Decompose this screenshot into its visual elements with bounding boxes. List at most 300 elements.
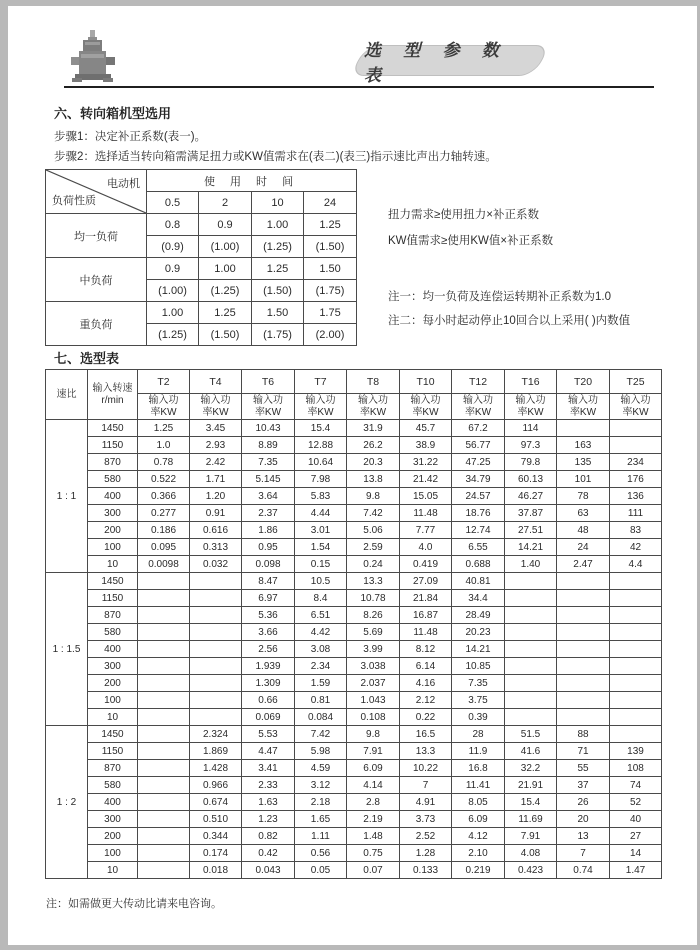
power-value: 67.2 — [452, 420, 505, 437]
power-value: 6.09 — [452, 811, 505, 828]
rpm-value: 870 — [88, 454, 138, 471]
power-value — [138, 658, 190, 675]
power-value: 9.8 — [347, 726, 400, 743]
ratio-label: 1 : 2 — [46, 726, 88, 879]
gearbox-logo-icon — [70, 30, 116, 84]
selection-table — [45, 369, 662, 879]
power-value — [610, 624, 662, 641]
rpm-value: 1450 — [88, 573, 138, 590]
power-value — [505, 573, 557, 590]
power-value: 1.28 — [400, 845, 452, 862]
power-value: 7.77 — [400, 522, 452, 539]
power-value: 0.07 — [347, 862, 400, 879]
power-value: 48 — [557, 522, 610, 539]
power-value — [138, 760, 190, 777]
table-row — [46, 556, 662, 573]
power-value: 1.40 — [505, 556, 557, 573]
input-power-header — [505, 394, 557, 420]
input-power-header — [452, 394, 505, 420]
table-row — [46, 760, 662, 777]
power-value: 52 — [610, 794, 662, 811]
power-value: 4.08 — [505, 845, 557, 862]
factor-value-parenthesized: (1.00) — [199, 236, 252, 258]
factor-value: 1.25 — [252, 258, 304, 280]
power-value: 1.043 — [347, 692, 400, 709]
power-value: 0.0098 — [138, 556, 190, 573]
power-value — [505, 590, 557, 607]
power-value: 2.037 — [347, 675, 400, 692]
input-power-label: 输入功率KW — [253, 394, 283, 418]
power-value: 20.3 — [347, 454, 400, 471]
power-value: 1.309 — [242, 675, 295, 692]
section7-heading: 七、选型表 — [54, 351, 120, 366]
power-value — [610, 709, 662, 726]
power-value — [610, 726, 662, 743]
power-value: 2.12 — [400, 692, 452, 709]
power-value: 2.47 — [557, 556, 610, 573]
power-value: 1.869 — [190, 743, 242, 760]
input-power-label: 输入功率KW — [568, 394, 598, 418]
table-row — [46, 726, 662, 743]
factor-value-parenthesized: (1.50) — [252, 280, 304, 302]
power-value: 3.41 — [242, 760, 295, 777]
power-value: 8.12 — [400, 641, 452, 658]
power-value — [138, 811, 190, 828]
model-header: T2 — [138, 370, 190, 394]
power-value: 11.9 — [452, 743, 505, 760]
power-value: 0.95 — [242, 539, 295, 556]
power-value — [190, 675, 242, 692]
power-value: 78 — [557, 488, 610, 505]
power-value: 40.81 — [452, 573, 505, 590]
power-value: 16.5 — [400, 726, 452, 743]
header-divider — [64, 86, 654, 88]
table-row — [46, 692, 662, 709]
power-value: 20.23 — [452, 624, 505, 641]
power-value: 0.018 — [190, 862, 242, 879]
power-value: 0.344 — [190, 828, 242, 845]
power-value: 0.82 — [242, 828, 295, 845]
power-value: 14.21 — [452, 641, 505, 658]
rpm-value: 1450 — [88, 726, 138, 743]
rpm-value: 400 — [88, 794, 138, 811]
model-header: T25 — [610, 370, 662, 394]
power-value: 108 — [610, 760, 662, 777]
rpm-value: 1150 — [88, 743, 138, 760]
power-value: 0.108 — [347, 709, 400, 726]
power-value — [138, 726, 190, 743]
ratio-label: 1 : 1 — [46, 420, 88, 573]
power-value: 46.27 — [505, 488, 557, 505]
power-value: 2.324 — [190, 726, 242, 743]
power-value — [505, 624, 557, 641]
table-row — [46, 794, 662, 811]
kw-formula: KW值需求≥使用KW值×补正系数 — [388, 235, 554, 247]
power-value: 0.15 — [295, 556, 347, 573]
power-value: 4.12 — [452, 828, 505, 845]
power-value: 47.25 — [452, 454, 505, 471]
power-value — [557, 675, 610, 692]
model-header: T12 — [452, 370, 505, 394]
power-value: 0.366 — [138, 488, 190, 505]
rpm-column-header — [88, 370, 138, 420]
power-value: 31.22 — [400, 454, 452, 471]
power-value: 42 — [610, 539, 662, 556]
rpm-value: 300 — [88, 658, 138, 675]
table-row — [46, 828, 662, 845]
power-value — [557, 641, 610, 658]
power-value: 13.8 — [347, 471, 400, 488]
rpm-value: 400 — [88, 488, 138, 505]
power-value: 7 — [400, 777, 452, 794]
power-value: 24 — [557, 539, 610, 556]
correction-factor-table — [45, 169, 357, 346]
table-row — [46, 302, 357, 324]
power-value — [138, 590, 190, 607]
power-value — [505, 641, 557, 658]
power-value: 0.419 — [400, 556, 452, 573]
power-value: 14 — [610, 845, 662, 862]
power-value: 15.4 — [295, 420, 347, 437]
power-value: 15.05 — [400, 488, 452, 505]
factor-value: 1.00 — [252, 214, 304, 236]
model-header: T4 — [190, 370, 242, 394]
power-value: 8.47 — [242, 573, 295, 590]
power-value: 56.77 — [452, 437, 505, 454]
power-value: 1.939 — [242, 658, 295, 675]
power-value: 1.47 — [610, 862, 662, 879]
page-title: 选 型 参 数 表 — [364, 40, 508, 85]
power-value: 79.8 — [505, 454, 557, 471]
table-row — [46, 258, 357, 280]
power-value: 45.7 — [400, 420, 452, 437]
power-value: 7.35 — [452, 675, 505, 692]
power-value: 5.36 — [242, 607, 295, 624]
power-value — [190, 607, 242, 624]
power-value: 0.174 — [190, 845, 242, 862]
power-value: 3.99 — [347, 641, 400, 658]
power-value: 16.87 — [400, 607, 452, 624]
input-power-header — [400, 394, 452, 420]
power-value — [138, 828, 190, 845]
rpm-value: 400 — [88, 641, 138, 658]
power-value — [610, 590, 662, 607]
power-value — [190, 692, 242, 709]
power-value — [610, 658, 662, 675]
table-row — [46, 437, 662, 454]
power-value: 0.75 — [347, 845, 400, 862]
power-value: 41.6 — [505, 743, 557, 760]
input-power-label: 输入功率KW — [515, 394, 546, 418]
factor-value-parenthesized: (1.00) — [147, 280, 199, 302]
power-value: 12.74 — [452, 522, 505, 539]
power-value — [190, 641, 242, 658]
power-value — [505, 658, 557, 675]
power-value: 21.84 — [400, 590, 452, 607]
power-value: 10.43 — [242, 420, 295, 437]
model-header: T8 — [347, 370, 400, 394]
power-value: 0.688 — [452, 556, 505, 573]
power-value: 5.145 — [242, 471, 295, 488]
power-value: 5.98 — [295, 743, 347, 760]
model-header: T6 — [242, 370, 295, 394]
power-value: 1.48 — [347, 828, 400, 845]
corner-label-load: 负荷性质 — [52, 195, 96, 207]
table-row — [46, 488, 662, 505]
power-value: 6.09 — [347, 760, 400, 777]
input-power-header — [190, 394, 242, 420]
power-value — [557, 420, 610, 437]
power-value: 10.64 — [295, 454, 347, 471]
rpm-value: 100 — [88, 539, 138, 556]
power-value — [138, 743, 190, 760]
power-value: 5.53 — [242, 726, 295, 743]
factor-value-parenthesized: (1.75) — [252, 324, 304, 346]
input-power-label: 输入功率KW — [410, 394, 441, 418]
input-power-header — [242, 394, 295, 420]
table-row — [46, 641, 662, 658]
power-value: 28 — [452, 726, 505, 743]
power-value — [138, 573, 190, 590]
power-value: 3.64 — [242, 488, 295, 505]
power-value — [138, 607, 190, 624]
power-value: 111 — [610, 505, 662, 522]
power-value — [610, 675, 662, 692]
power-value: 38.9 — [400, 437, 452, 454]
power-value: 1.59 — [295, 675, 347, 692]
power-value: 3.038 — [347, 658, 400, 675]
power-value: 3.12 — [295, 777, 347, 794]
ratio-column-header: 速比 — [46, 370, 88, 420]
power-value: 0.39 — [452, 709, 505, 726]
usage-time-header: 使 用 时 间 — [147, 170, 357, 192]
power-value: 0.522 — [138, 471, 190, 488]
load-type-label: 中负荷 — [46, 258, 147, 302]
power-value: 11.48 — [400, 505, 452, 522]
power-value: 37 — [557, 777, 610, 794]
table-row — [46, 454, 662, 471]
power-value — [610, 573, 662, 590]
power-value: 0.313 — [190, 539, 242, 556]
power-value: 7 — [557, 845, 610, 862]
power-value: 0.069 — [242, 709, 295, 726]
rpm-value: 200 — [88, 675, 138, 692]
factor-value-parenthesized: (1.25) — [252, 236, 304, 258]
power-value: 0.56 — [295, 845, 347, 862]
power-value — [138, 862, 190, 879]
power-value: 16.8 — [452, 760, 505, 777]
power-value: 0.510 — [190, 811, 242, 828]
section6-heading: 六、转向箱机型选用 — [54, 106, 172, 121]
power-value: 139 — [610, 743, 662, 760]
power-value — [557, 624, 610, 641]
power-value: 1.428 — [190, 760, 242, 777]
power-value: 10.22 — [400, 760, 452, 777]
power-value: 7.91 — [347, 743, 400, 760]
power-value — [138, 777, 190, 794]
factor-value: 1.50 — [304, 258, 357, 280]
factor-value: 1.00 — [147, 302, 199, 324]
power-value: 51.5 — [505, 726, 557, 743]
power-value: 4.16 — [400, 675, 452, 692]
power-value: 1.20 — [190, 488, 242, 505]
power-value: 0.032 — [190, 556, 242, 573]
power-value: 0.084 — [295, 709, 347, 726]
section6-step2: 步骤2：选择适当转向箱需满足扭力或KW值需求在(表二)(表三)指示速比声出力轴转速。 — [54, 151, 497, 163]
power-value: 7.42 — [347, 505, 400, 522]
power-value: 2.34 — [295, 658, 347, 675]
footer-note: 注：如需做更大传动比请来电咨询。 — [46, 898, 222, 910]
rpm-value: 870 — [88, 607, 138, 624]
power-value — [557, 573, 610, 590]
power-value: 10.5 — [295, 573, 347, 590]
power-value: 5.69 — [347, 624, 400, 641]
model-header: T10 — [400, 370, 452, 394]
table-row — [46, 573, 662, 590]
power-value: 31.9 — [347, 420, 400, 437]
power-value: 27.51 — [505, 522, 557, 539]
power-value: 14.21 — [505, 539, 557, 556]
rpm-value: 10 — [88, 556, 138, 573]
power-value: 7.35 — [242, 454, 295, 471]
power-value: 114 — [505, 420, 557, 437]
rpm-value: 1150 — [88, 437, 138, 454]
power-value: 55 — [557, 760, 610, 777]
power-value: 83 — [610, 522, 662, 539]
rpm-value: 300 — [88, 505, 138, 522]
rpm-value: 1450 — [88, 420, 138, 437]
power-value: 3.73 — [400, 811, 452, 828]
power-value — [610, 641, 662, 658]
power-value: 0.42 — [242, 845, 295, 862]
input-power-header — [610, 394, 662, 420]
input-power-label: 输入功率KW — [358, 394, 388, 418]
power-value: 6.55 — [452, 539, 505, 556]
power-value: 0.616 — [190, 522, 242, 539]
power-value: 13.3 — [347, 573, 400, 590]
power-value: 6.14 — [400, 658, 452, 675]
power-value: 0.098 — [242, 556, 295, 573]
table-row — [46, 522, 662, 539]
rpm-value: 100 — [88, 845, 138, 862]
power-value: 11.69 — [505, 811, 557, 828]
factor-value: 0.8 — [147, 214, 199, 236]
rpm-value: 580 — [88, 471, 138, 488]
power-value: 12.88 — [295, 437, 347, 454]
factor-value-parenthesized: (1.75) — [304, 280, 357, 302]
model-header: T20 — [557, 370, 610, 394]
power-value: 0.277 — [138, 505, 190, 522]
power-value — [138, 692, 190, 709]
table-row — [46, 590, 662, 607]
power-value: 4.91 — [400, 794, 452, 811]
factor-value-parenthesized: (0.9) — [147, 236, 199, 258]
power-value: 15.4 — [505, 794, 557, 811]
power-value — [505, 607, 557, 624]
power-value — [190, 658, 242, 675]
power-value: 9.8 — [347, 488, 400, 505]
power-value — [138, 845, 190, 862]
power-value: 4.47 — [242, 743, 295, 760]
power-value: 6.97 — [242, 590, 295, 607]
power-value: 4.14 — [347, 777, 400, 794]
factor-value: 1.25 — [199, 302, 252, 324]
power-value: 0.66 — [242, 692, 295, 709]
power-value: 63 — [557, 505, 610, 522]
power-value: 13 — [557, 828, 610, 845]
power-value: 101 — [557, 471, 610, 488]
power-value: 0.91 — [190, 505, 242, 522]
power-value: 71 — [557, 743, 610, 760]
factor-value-parenthesized: (1.25) — [147, 324, 199, 346]
power-value: 1.23 — [242, 811, 295, 828]
note-2: 注二：每小时起动停止10回合以上采用( )内数值 — [388, 315, 631, 327]
power-value: 60.13 — [505, 471, 557, 488]
power-value: 27 — [610, 828, 662, 845]
power-value: 0.674 — [190, 794, 242, 811]
power-value: 2.59 — [347, 539, 400, 556]
power-value — [138, 709, 190, 726]
rpm-value: 1150 — [88, 590, 138, 607]
rpm-header-line2: r/min — [101, 394, 124, 406]
power-value: 5.83 — [295, 488, 347, 505]
power-value — [138, 641, 190, 658]
power-value — [190, 709, 242, 726]
input-power-header — [138, 394, 190, 420]
power-value: 2.19 — [347, 811, 400, 828]
power-value: 2.33 — [242, 777, 295, 794]
rpm-value: 10 — [88, 709, 138, 726]
power-value: 4.0 — [400, 539, 452, 556]
input-power-label: 输入功率KW — [305, 394, 336, 418]
power-value: 8.05 — [452, 794, 505, 811]
power-value: 27.09 — [400, 573, 452, 590]
usage-hours-header: 10 — [252, 192, 304, 214]
power-value: 7.42 — [295, 726, 347, 743]
input-power-header — [347, 394, 400, 420]
power-value — [505, 692, 557, 709]
power-value: 0.78 — [138, 454, 190, 471]
power-value: 2.10 — [452, 845, 505, 862]
factor-value-parenthesized: (1.25) — [199, 280, 252, 302]
usage-hours-header: 0.5 — [147, 192, 199, 214]
table-row — [46, 658, 662, 675]
power-value — [190, 590, 242, 607]
power-value: 2.18 — [295, 794, 347, 811]
power-value: 6.51 — [295, 607, 347, 624]
power-value: 2.93 — [190, 437, 242, 454]
power-value: 4.59 — [295, 760, 347, 777]
power-value: 135 — [557, 454, 610, 471]
table-row — [46, 539, 662, 556]
rpm-value: 10 — [88, 862, 138, 879]
table-row — [46, 675, 662, 692]
power-value: 2.56 — [242, 641, 295, 658]
power-value: 4.4 — [610, 556, 662, 573]
power-value: 1.65 — [295, 811, 347, 828]
table-row — [46, 777, 662, 794]
factor-value: 1.00 — [199, 258, 252, 280]
usage-hours-header: 24 — [304, 192, 357, 214]
factor-value-parenthesized: (1.50) — [199, 324, 252, 346]
factor-value: 1.50 — [252, 302, 304, 324]
power-value: 1.63 — [242, 794, 295, 811]
power-value: 4.44 — [295, 505, 347, 522]
power-value: 8.26 — [347, 607, 400, 624]
table-row — [46, 845, 662, 862]
power-value: 176 — [610, 471, 662, 488]
power-value: 163 — [557, 437, 610, 454]
